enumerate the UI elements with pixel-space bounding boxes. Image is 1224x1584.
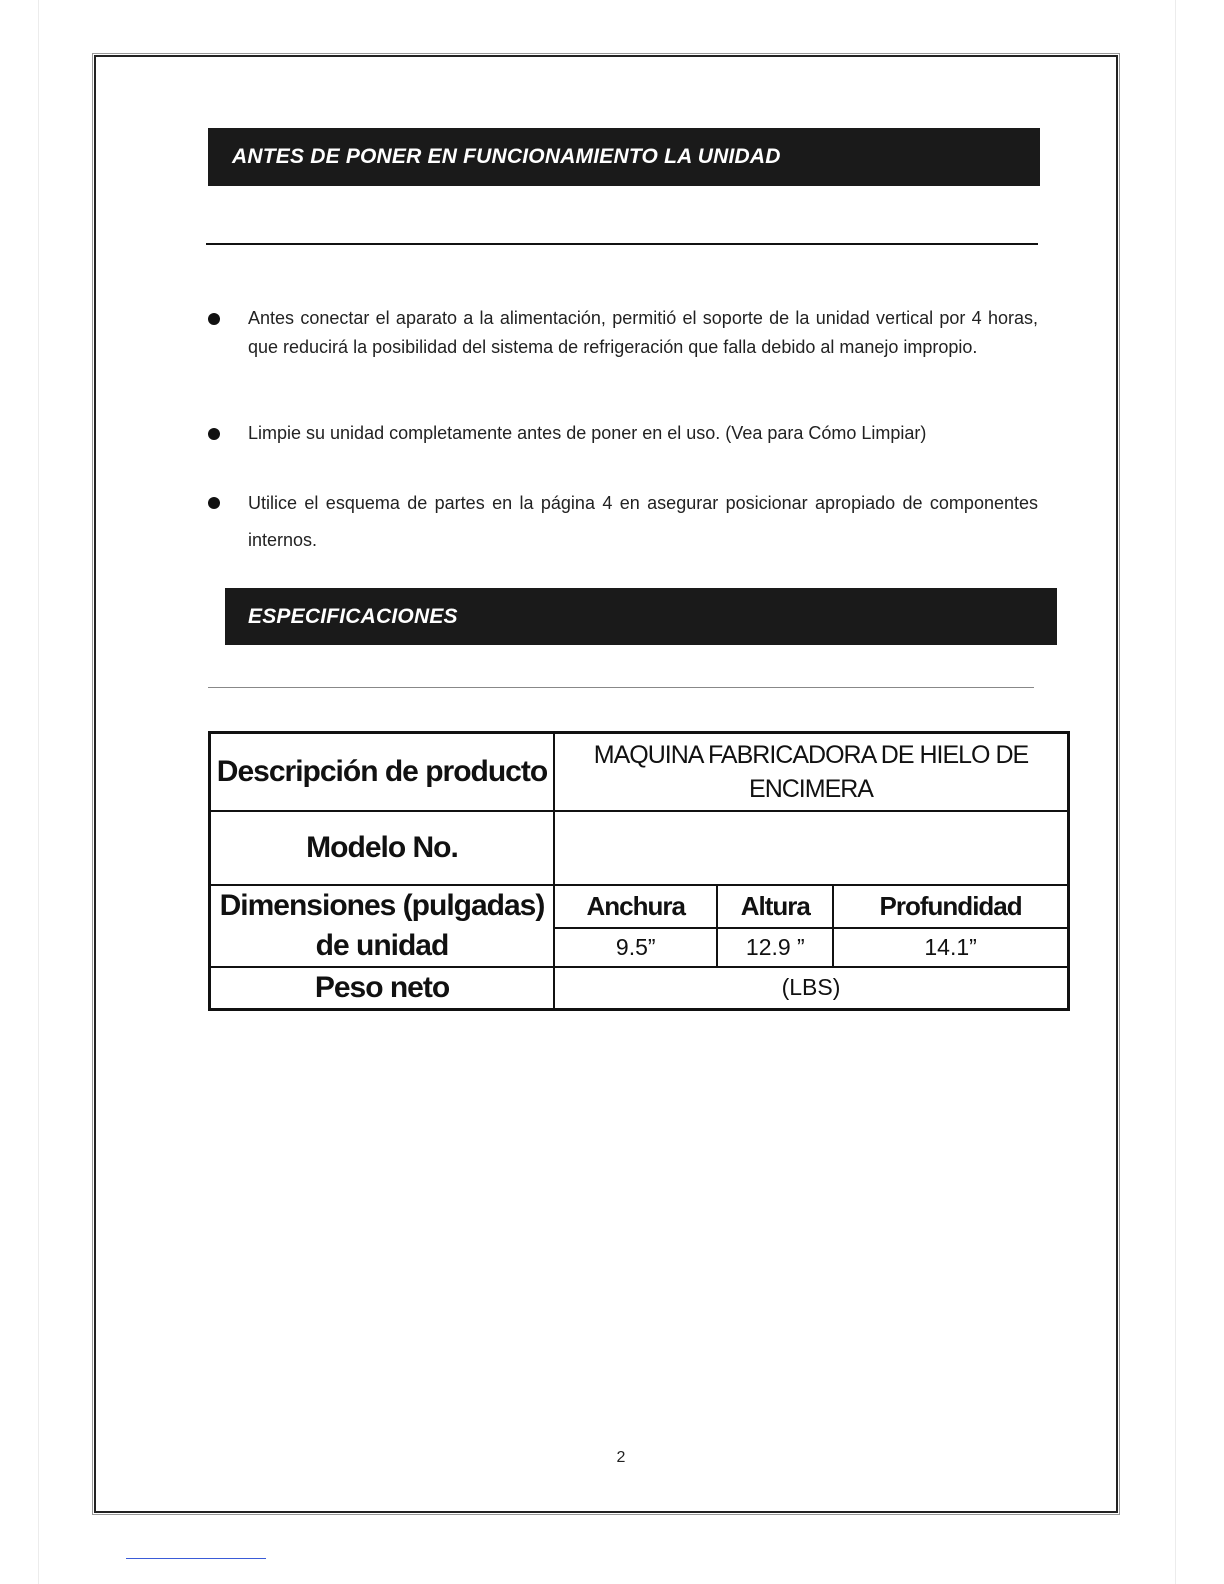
product-label: Descripción de producto: [210, 733, 555, 811]
model-value: [554, 811, 1069, 885]
table-row: [210, 885, 1069, 928]
list-item: [208, 419, 1038, 448]
table-row: [210, 733, 1069, 811]
page-number: 2: [616, 1449, 626, 1466]
specs-heading: ESPECIFICACIONES: [225, 588, 1057, 645]
height-value: 12.9 ”: [717, 928, 833, 967]
model-label: Modelo No.: [210, 811, 555, 885]
footer-link-underline: [126, 1558, 266, 1559]
weight-value: (LBS): [554, 967, 1069, 1010]
depth-value: 14.1”: [833, 928, 1068, 967]
bullet-icon: [208, 497, 220, 509]
table-row: [210, 811, 1069, 885]
list-item-text: Antes conectar el aparato a la alimentación, permitió el soporte de la unidad vertical por 4 horas, que reducirá la posibilidad del sistema de refrigeración que falla debido al manejo impropio.: [248, 308, 1038, 357]
width-header: Anchura: [554, 885, 717, 928]
list-item-text: Limpie su unidad completamente antes de poner en el uso. (Vea para Cómo Limpiar): [248, 423, 927, 443]
divider: [208, 687, 1034, 688]
bullet-icon: [208, 313, 220, 325]
list-item-text: Utilice el esquema de partes en la página 4 en asegurar posicionar apropiado de componentes internos.: [248, 493, 1038, 550]
height-header: Altura: [717, 885, 833, 928]
before-use-heading: ANTES DE PONER EN FUNCIONAMIENTO LA UNIDAD: [208, 128, 1040, 186]
weight-label: Peso neto: [210, 967, 555, 1010]
bullet-icon: [208, 428, 220, 440]
width-value: 9.5”: [554, 928, 717, 967]
depth-header: Profundidad: [833, 885, 1068, 928]
divider: [206, 243, 1038, 245]
table-row: [210, 967, 1069, 1010]
product-value: MAQUINA FABRICADORA DE HIELO DE ENCIMERA: [554, 733, 1069, 811]
list-item: [208, 485, 1038, 559]
dimensions-label: Dimensiones (pulgadas) de unidad: [210, 885, 555, 967]
spec-table: [208, 731, 1070, 1011]
list-item: [208, 304, 1038, 362]
